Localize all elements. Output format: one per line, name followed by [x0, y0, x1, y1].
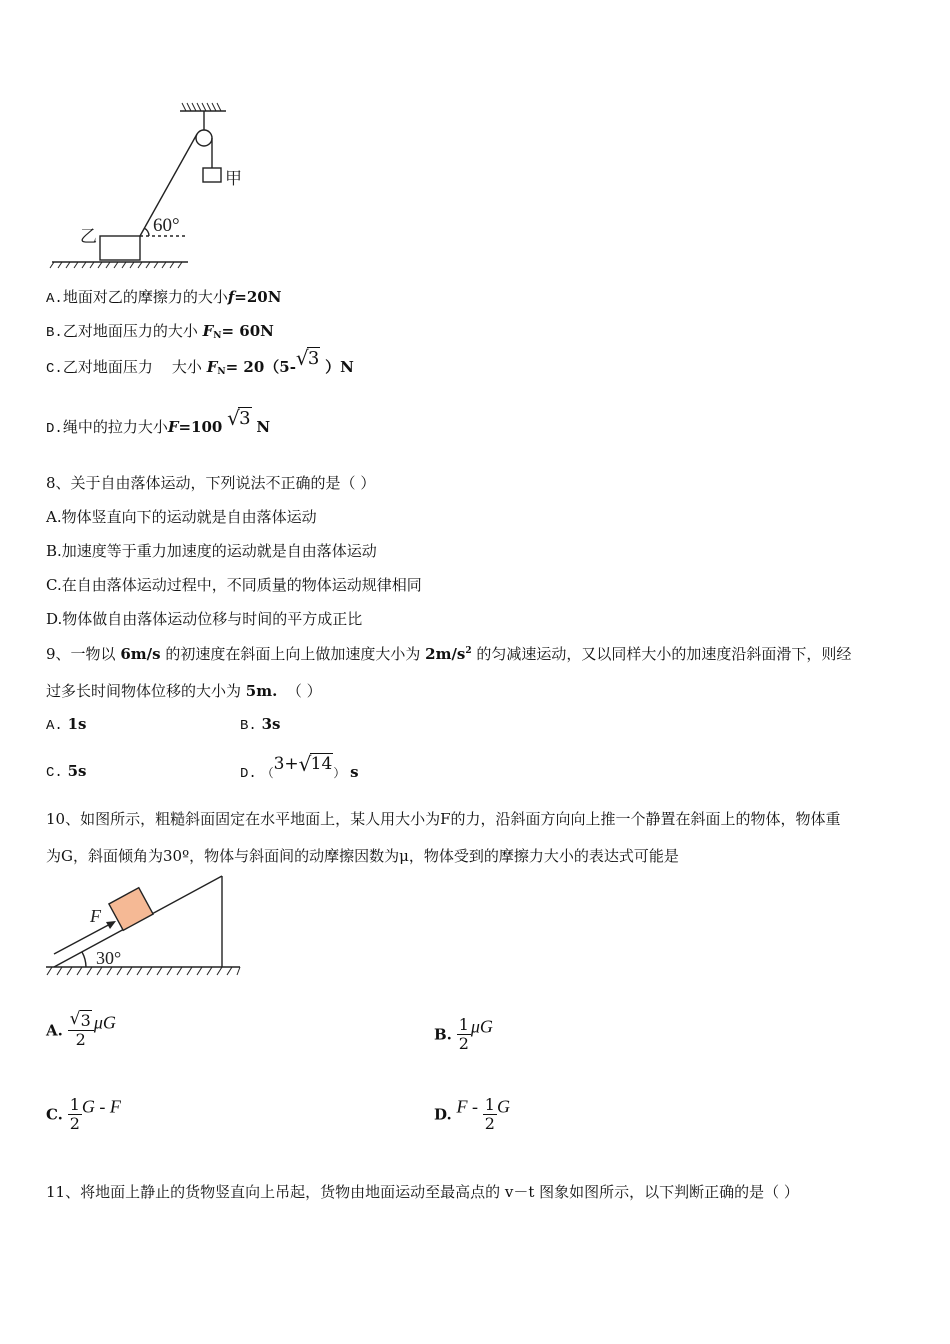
label-force-f: F	[90, 906, 101, 926]
q8-option-a[interactable]: A.物体竖直向下的运动就是自由落体运动	[46, 508, 317, 526]
q9-option-d[interactable]: D. （3+ √ 14） s	[240, 752, 359, 782]
label-jia: 甲	[225, 169, 242, 189]
q8-option-d[interactable]: D.物体做自由落体运动位移与时间的平方成正比	[46, 610, 363, 628]
q8-option-c[interactable]: C.在自由落体运动过程中，不同质量的物体运动规律相同	[46, 576, 422, 594]
sqrt-14: √ 14	[298, 752, 333, 776]
q10-option-c[interactable]: C. $\frac{1}{2}$ G - F	[46, 1095, 121, 1133]
q8-option-b[interactable]: B.加速度等于重力加速度的运动就是自由落体运动	[46, 542, 377, 560]
incline-figure	[44, 872, 244, 984]
fraction-one-half: $\frac{1}{2}$	[69, 1095, 80, 1133]
q9-stem-line2: 过多长时间物体位移的大小为 5m. （ ）	[46, 682, 322, 700]
q10-option-a[interactable]: A. √ 3 2 μG	[46, 1009, 116, 1049]
q11-stem: 11、将地面上静止的货物竖直向上吊起，货物由地面运动至最高点的 v－t 图象如图所示，以下判断正确的是（ ）	[46, 1183, 799, 1201]
fraction-one-half: $\frac{1}{2}$	[458, 1015, 469, 1053]
pulley-figure	[48, 100, 258, 272]
sqrt-3: √ 3	[295, 346, 320, 370]
fraction-sqrt3-over-2: √ 3 2	[68, 1012, 94, 1049]
q10-option-d[interactable]: D. F - $\frac{1}{2}$ G	[434, 1095, 510, 1133]
label-angle-60: 60°	[153, 215, 180, 236]
q10-option-b[interactable]: B. $\frac{1}{2}$ μG	[434, 1015, 493, 1053]
label-yi: 乙	[80, 227, 97, 247]
q8-stem: 8、关于自由落体运动，下列说法不正确的是（ ）	[46, 474, 376, 492]
q9-option-c[interactable]: C. 5s	[46, 762, 87, 781]
fraction-one-half: $\frac{1}{2}$	[484, 1095, 495, 1133]
q9-stem-line1: 9、一物以 6m/s 的初速度在斜面上向上做加速度大小为 $2m/s^2$ 的匀减速运动，又以同样大小的加速度沿斜面滑下，则经	[46, 645, 852, 663]
sqrt-3: √ 3	[227, 406, 251, 430]
q7-option-b[interactable]: B.乙对地面压力的大小 $F_N= 60N$	[46, 322, 274, 341]
q9-option-a[interactable]: A. 1s	[46, 715, 87, 734]
q7-option-d[interactable]: D.绳中的拉力大小F=100 √ 3 N	[46, 406, 271, 437]
label-angle-30: 30°	[96, 948, 122, 968]
q10-stem-line1: 10、如图所示，粗糙斜面固定在水平地面上，某人用大小为F的力，沿斜面方向向上推一个静置在斜面上的物体，物体重	[46, 810, 841, 828]
q9-option-b[interactable]: B. 3s	[240, 715, 281, 734]
q7-option-c[interactable]: C.乙对地面压力 大小 $F_N= 20(5-$ √ 3 ）N	[46, 346, 354, 377]
q10-stem-line2: 为G，斜面倾角为30º，物体与斜面间的动摩擦因数为μ，物体受到的摩擦力大小的表达式可能是	[46, 847, 679, 865]
q7-option-a[interactable]: A.地面对乙的摩擦力的大小f=20N	[46, 288, 282, 307]
